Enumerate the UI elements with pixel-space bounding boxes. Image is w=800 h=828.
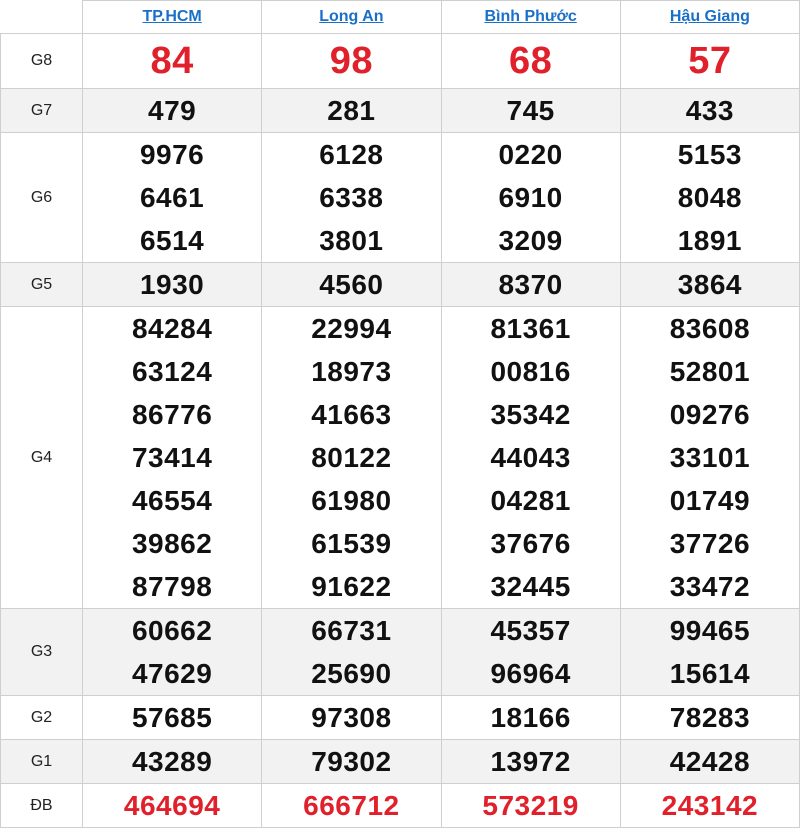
prize-label: G3 xyxy=(1,609,83,696)
prize-label: G8 xyxy=(1,34,83,89)
prize-number: 8048 xyxy=(677,182,743,213)
prize-number: 15614 xyxy=(669,658,751,689)
prize-number: 68 xyxy=(508,40,553,82)
province-link-hau-giang[interactable]: Hậu Giang xyxy=(669,8,750,25)
prize-number: 42428 xyxy=(669,746,751,777)
prize-number: 09276 xyxy=(669,399,751,430)
prize-number: 45357 xyxy=(490,615,571,646)
prize-number: 01749 xyxy=(669,485,751,516)
prize-number: 3864 xyxy=(677,269,743,300)
prize-number: 433 xyxy=(685,95,734,126)
prize-number: 6128 xyxy=(319,139,384,170)
prize-number: 98 xyxy=(329,40,374,82)
prize-number: 96964 xyxy=(490,658,571,689)
prize-number: 60662 xyxy=(131,615,213,646)
prize-number: 04281 xyxy=(490,485,571,516)
prize-number: 44043 xyxy=(490,442,571,473)
prize-number: 91622 xyxy=(311,571,392,602)
prize-number: 99465 xyxy=(669,615,751,646)
prize-label: G4 xyxy=(1,307,83,609)
prize-number: 1891 xyxy=(677,225,743,256)
prize-number: 5153 xyxy=(677,139,743,170)
prize-number: 25690 xyxy=(311,658,392,689)
prize-number: 46554 xyxy=(131,485,213,516)
prize-number: 47629 xyxy=(131,658,213,689)
prize-label: G2 xyxy=(1,696,83,740)
prize-number: 86776 xyxy=(131,399,213,430)
prize-row-g8 xyxy=(1,34,800,89)
prize-number: 18166 xyxy=(490,702,571,733)
prize-number: 37676 xyxy=(490,528,571,559)
prize-number: 41663 xyxy=(311,399,392,430)
prize-number: 63124 xyxy=(131,356,213,387)
prize-label: G5 xyxy=(1,263,83,307)
special-prize-number: 573219 xyxy=(482,790,579,821)
prize-number: 57 xyxy=(688,40,732,82)
prize-number: 745 xyxy=(506,95,555,126)
prize-number: 6910 xyxy=(498,182,563,213)
province-link-binh-phuoc[interactable]: Bình Phước xyxy=(484,8,577,25)
prize-number: 80122 xyxy=(311,442,392,473)
province-link-long-an[interactable]: Long An xyxy=(319,8,384,25)
prize-number: 83608 xyxy=(669,313,751,344)
prize-number: 73414 xyxy=(131,442,213,473)
prize-number: 8370 xyxy=(498,269,563,300)
prize-row-g2 xyxy=(1,696,800,740)
prize-number: 87798 xyxy=(131,571,213,602)
prize-number: 33101 xyxy=(669,442,751,473)
prize-number: 78283 xyxy=(669,702,751,733)
prize-number: 43289 xyxy=(131,746,213,777)
prize-number: 66731 xyxy=(311,615,392,646)
prize-number: 79302 xyxy=(311,746,392,777)
prize-number: 3801 xyxy=(319,225,384,256)
header-row xyxy=(1,1,800,34)
special-prize-number: 666712 xyxy=(303,790,400,821)
prize-number: 18973 xyxy=(311,356,392,387)
prize-number: 4560 xyxy=(319,269,384,300)
prize-number: 61539 xyxy=(311,528,392,559)
prize-label: G1 xyxy=(1,740,83,784)
prize-number: 00816 xyxy=(490,356,571,387)
prize-number: 6514 xyxy=(139,225,205,256)
prize-row-g6 xyxy=(1,133,800,263)
prize-number: 84 xyxy=(150,40,194,82)
prize-number: 39862 xyxy=(131,528,213,559)
prize-row-g4 xyxy=(1,307,800,609)
prize-number: 6461 xyxy=(139,182,205,213)
prize-number: 0220 xyxy=(498,139,563,170)
prize-row-g3 xyxy=(1,609,800,696)
prize-number: 84284 xyxy=(131,313,213,344)
prize-row-g5 xyxy=(1,263,800,307)
prize-number: 479 xyxy=(148,95,197,126)
prize-number: 97308 xyxy=(311,702,392,733)
prize-row-g1 xyxy=(1,740,800,784)
prize-number: 32445 xyxy=(490,571,571,602)
prize-number: 281 xyxy=(327,95,376,126)
prize-number: 13972 xyxy=(490,746,571,777)
province-link-tphcm[interactable]: TP.HCM xyxy=(142,8,202,25)
prize-number: 81361 xyxy=(490,313,571,344)
prize-row-special xyxy=(1,784,800,828)
prize-number: 3209 xyxy=(498,225,563,256)
prize-number: 22994 xyxy=(311,313,392,344)
prize-number: 52801 xyxy=(669,356,751,387)
special-prize-number: 464694 xyxy=(123,790,221,821)
prize-label: G6 xyxy=(1,133,83,263)
prize-label: ĐB xyxy=(1,784,83,828)
prize-number: 9976 xyxy=(139,139,205,170)
prize-number: 61980 xyxy=(311,485,392,516)
corner-cell xyxy=(1,1,83,34)
prize-row-g7 xyxy=(1,89,800,133)
prize-number: 1930 xyxy=(139,269,205,300)
prize-number: 35342 xyxy=(490,399,571,430)
prize-number: 33472 xyxy=(669,571,751,602)
special-prize-number: 243142 xyxy=(661,790,759,821)
prize-number: 57685 xyxy=(131,702,213,733)
prize-label: G7 xyxy=(1,89,83,133)
prize-number: 37726 xyxy=(669,528,751,559)
prize-number: 6338 xyxy=(319,182,384,213)
